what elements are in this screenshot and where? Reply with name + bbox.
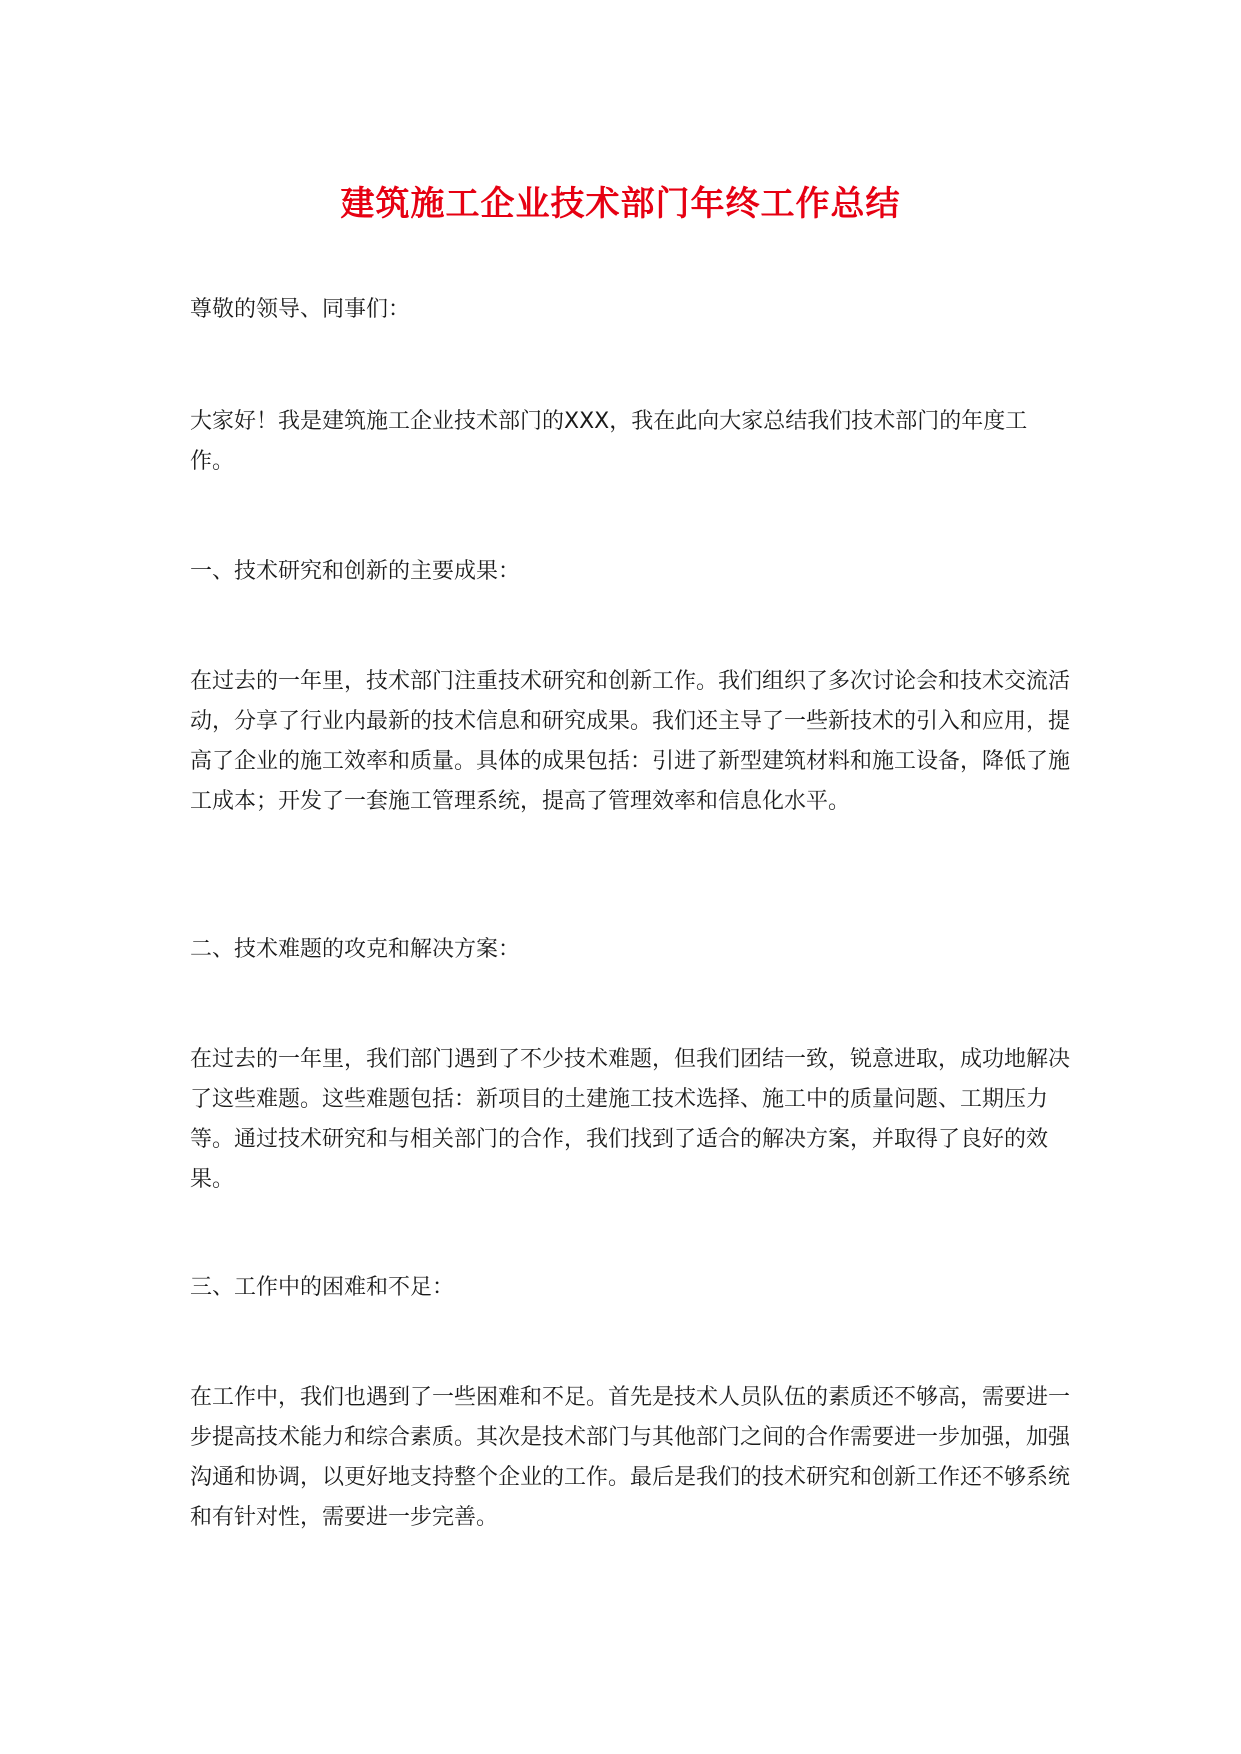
greeting: 尊敬的领导、同事们： xyxy=(190,297,411,322)
section-3-body: 在工作中，我们也遇到了一些困难和不足。首先是技术人员队伍的素质还不够高，需要进一步提高技术能力和综合素质。其次是技术部门与其他部门之间的合作需要进一步加强，加强沟通和协调，以更好地支持整个企业的工作。最后是我们的技术研究和创新工作还不够系统和有针对性，需要进一步完善。 xyxy=(190,1385,1071,1530)
section-2-heading: 二、技术难题的攻克和解决方案： xyxy=(190,937,521,962)
document-title: 建筑施工企业技术部门年终工作总结 xyxy=(340,184,901,224)
section-1-body: 在过去的一年里，技术部门注重技术研究和创新工作。我们组织了多次讨论会和技术交流活动，分享了行业内最新的技术信息和研究成果。我们还主导了一些新技术的引入和应用，提高了企业的施工效率和质量。具体的成果包括：引进了新型建筑材料和施工设备，降低了施工成本；开发了一套施工管理系统，提高了管理效率和信息化水平。 xyxy=(190,669,1071,814)
section-3-heading: 三、工作中的困难和不足： xyxy=(190,1275,455,1300)
section-2-body: 在过去的一年里，我们部门遇到了不少技术难题，但我们团结一致，锐意进取，成功地解决了这些难题。这些难题包括：新项目的土建施工技术选择、施工中的质量问题、工期压力等。通过技术研究和与相关部门的合作，我们找到了适合的解决方案，并取得了良好的效果。 xyxy=(190,1047,1071,1192)
section-1-heading: 一、技术研究和创新的主要成果： xyxy=(190,559,521,584)
intro-paragraph: 大家好！我是建筑施工企业技术部门的XXX，我在此向大家总结我们技术部门的年度工作。 xyxy=(190,409,1028,474)
